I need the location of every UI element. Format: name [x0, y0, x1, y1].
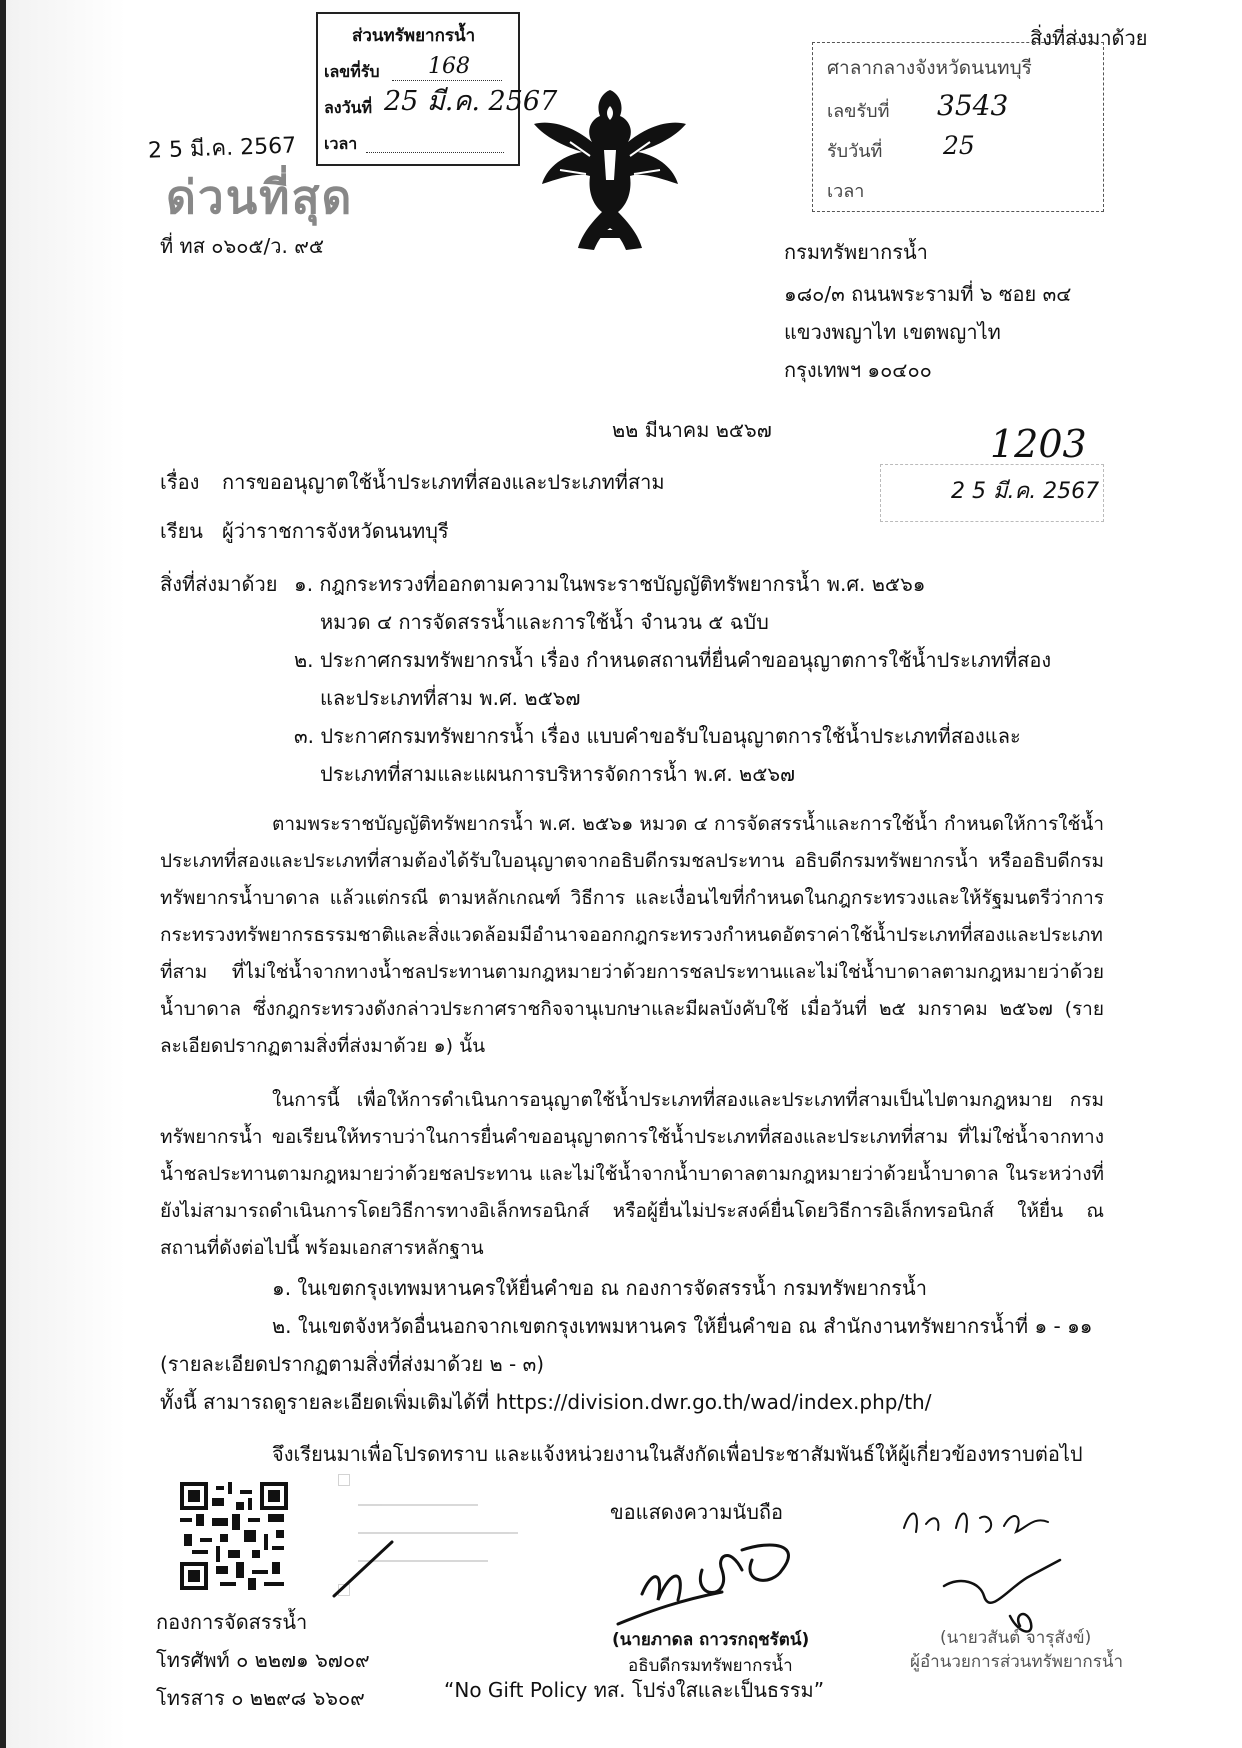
enclosure-1-line2: หมวด ๔ การจัดสรรน้ำและการใช้น้ำ จำนวน ๕ ฉบับ [320, 610, 769, 634]
stamp-right-receive-label: เลขรับที่ [827, 101, 890, 122]
signer-title: อธิบดีกรมทรัพยากรน้ำ [628, 1656, 793, 1676]
sender-address-line1: ๑๘๐/๓ ถนนพระรามที่ ๖ ซอย ๓๔ [784, 282, 1072, 306]
signer-name: (นายภาดล ถาวรกฤชรัตน์) [612, 1630, 810, 1650]
footer-fax: โทรสาร ๐ ๒๒๙๘ ๖๖๐๙ [156, 1686, 365, 1710]
sender-org: กรมทรัพยากรน้ำ [784, 240, 928, 264]
to-text: ผู้ว่าราชการจังหวัดนนทบุรี [222, 519, 449, 543]
date-stamp-left: 2 5 มี.ค. 2567 [147, 133, 297, 164]
letter-date: ๒๒ มีนาคม ๒๕๖๗ [612, 418, 772, 442]
stamp-right-date-label: รับวันที่ [827, 141, 883, 162]
body-paragraph-1: ตามพระราชบัญญัติทรัพยากรน้ำ พ.ศ. ๒๕๖๑ หมวด ๔ การจัดสรรน้ำและการใช้น้ำ กำหนดให้การใช้น้ำประเภทที่สองและประเภทที่สามต้องได้รับใบอนุญาตจากอธิบดีกรมชลประทาน อธิบดีกรมทรัพยากรน้ำ หรืออธิบดีกรมทรัพยากรน้ำบาดาล แล้วแต่กรณี ตามหลักเกณฑ์ วิธีการ และเงื่อนไขที่กำหนดในกฎกระทรวงและให้รัฐมนตรีว่าการกระทรวงทรัพยากรธรรมชาติและสิ่งแวดล้อมมีอำนาจออกกฎกระทรวงกำหนดอัตราค่าใช้น้ำประเภทที่สองและประเภทที่สาม ที่ไม่ใช่น้ำจากทางน้ำชลประทานตามกฎหมายว่าด้วยการชลประทานและไม่ใช่น้ำบาดาลตามกฎหมายว่าด้วยน้ำบาดาล ซึ่งกฎกระทรวงดังกล่าวประกาศราชกิจจานุเบกษาและมีผลบังคับใช้ เมื่อวันที่ ๒๕ มกราคม ๒๕๖๗ (รายละเอียดปรากฏตามสิ่งที่ส่งมาด้วย ๑) นั้น [160, 813, 1104, 1057]
handwritten-number: 1203 [990, 422, 1087, 466]
location-item-1: ๑. ในเขตกรุงเทพมหานครให้ยื่นคำขอ ณ กองการจัดสรรน้ำ กรมทรัพยากรน้ำ [272, 1276, 927, 1300]
urgency-stamp: ด่วนที่สุด [166, 170, 354, 224]
stamp-receive-number: 168 [428, 54, 470, 79]
more-info-link: ทั้งนี้ สามารถดูรายละเอียดเพิ่มเติมได้ที่ https://division.dwr.go.th/wad/index.php/th/ [160, 1390, 932, 1414]
enclosure-3-line2: ประเภทที่สามและแผนการบริหารจัดการน้ำ พ.ศ. ๒๕๖๗ [320, 762, 796, 786]
body-paragraph-2: ในการนี้ เพื่อให้การดำเนินการอนุญาตใช้น้ำประเภทที่สองและประเภทที่สามเป็นไปตามกฎหมาย กรมทรัพยากรน้ำ ขอเรียนให้ทราบว่าในการยื่นคำขออนุญาตการใช้น้ำประเภทที่สองและประเภทที่สาม ที่ไม่ใช่น้ำจากทางน้ำชลประทานตามกฎหมายว่าด้วยชลประทาน และไม่ใช้น้ำจากน้ำบาดาลตามกฎหมายว่าด้วยน้ำบาดาล ในระหว่างที่ยังไม่สามารถดำเนินการโดยวิธีการทางอิเล็กทรอนิกส์ หรือผู้ยื่นไม่ประสงค์ยื่นโดยวิธีการอิเล็กทรอนิกส์ ให้ยื่น ณ สถานที่ดังต่อไปนี้ พร้อมเอกสารหลักฐาน [160, 1089, 1104, 1259]
stamp-right-date-value: 25 [943, 131, 975, 160]
stamp-title: ส่วนทรัพยากรน้ำ [352, 26, 476, 46]
right-handwritten-note [900, 1498, 1060, 1542]
stamp-right-title: ศาลากลางจังหวัดนนทบุรี [827, 57, 1032, 79]
enclosure-1-line1: ๑. กฎกระทรวงที่ออกตามความในพระราชบัญญัติทรัพยากรน้ำ พ.ศ. ๒๕๖๑ [294, 572, 926, 596]
enclosure-2-line2: และประเภทที่สาม พ.ศ. ๒๕๖๗ [320, 686, 581, 710]
routing-check-mark [330, 1536, 400, 1600]
right-signer-name: (นายวสันต์ จารุสังข์) [940, 1628, 1092, 1648]
stamp-date-value: 25 มี.ค. 2567 [384, 86, 558, 117]
scan-left-shadow [6, 0, 126, 1748]
enclosure-3-line1: ๓. ประกาศกรมทรัพยากรน้ำ เรื่อง แบบคำขอรับใบอนุญาตการใช้น้ำประเภทที่สองและ [294, 724, 1021, 748]
no-gift-slogan: “No Gift Policy ทส. โปร่งใสและเป็นธรรม” [444, 1678, 825, 1702]
date-stamp-right: 2 5 มี.ค. 2567 [951, 479, 1100, 504]
sender-address-line3: กรุงเทพฯ ๑๐๔๐๐ [784, 358, 932, 382]
closing-text: จึงเรียนมาเพื่อโปรดทราบ และแจ้งหน่วยงานในสังกัดเพื่อประชาสัมพันธ์ให้ผู้เกี่ยวข้องทราบต่อไป [272, 1442, 1083, 1466]
regards-text: ขอแสดงความนับถือ [610, 1500, 784, 1524]
stamp-time-label: เวลา [324, 134, 358, 153]
main-signature [612, 1530, 812, 1630]
qr-code [180, 1482, 288, 1590]
receive-stamp-right [812, 42, 1104, 212]
stamp-right-time-label: เวลา [827, 181, 865, 202]
enclosure-2-line1: ๒. ประกาศกรมทรัพยากรน้ำ เรื่อง กำหนดสถานที่ยื่นคำขออนุญาตการใช้น้ำประเภทที่สอง [294, 648, 1052, 672]
subject-label: เรื่อง [160, 470, 200, 494]
document-number: ที่ ทส ๐๖๐๕/ว. ๙๕ [160, 234, 325, 258]
stamp-date-label: ลงวันที่ [324, 98, 373, 117]
date-stamp-right-box [880, 464, 1104, 522]
location-item-2-continued: (รายละเอียดปรากฏตามสิ่งที่ส่งมาด้วย ๒ - ๓) [160, 1352, 545, 1376]
receive-stamp-left [316, 12, 558, 166]
location-item-2: ๒. ในเขตจังหวัดอื่นนอกจากเขตกรุงเทพมหานคร ให้ยื่นคำขอ ณ สำนักงานทรัพยากรน้ำที่ ๑ - ๑๑ [272, 1314, 1093, 1338]
enclosure-label: สิ่งที่ส่งมาด้วย [160, 572, 278, 596]
stamp-receive-label: เลขที่รับ [324, 62, 380, 81]
top-right-label: สิ่งที่ส่งมาด้วย [1030, 26, 1148, 50]
footer-phone: โทรศัพท์ ๐ ๒๒๗๑ ๖๗๐๙ [156, 1648, 370, 1672]
garuda-emblem [530, 80, 690, 260]
to-label: เรียน [160, 519, 203, 543]
footer-department: กองการจัดสรรน้ำ [156, 1610, 308, 1634]
right-signer-title: ผู้อำนวยการส่วนทรัพยากรน้ำ [910, 1652, 1123, 1672]
subject-text: การขออนุญาตใช้น้ำประเภทที่สองและประเภทที่สาม [222, 470, 665, 494]
stamp-right-receive-number: 3543 [937, 89, 1009, 122]
sender-address-line2: แขวงพญาไท เขตพญาไท [784, 320, 1001, 344]
